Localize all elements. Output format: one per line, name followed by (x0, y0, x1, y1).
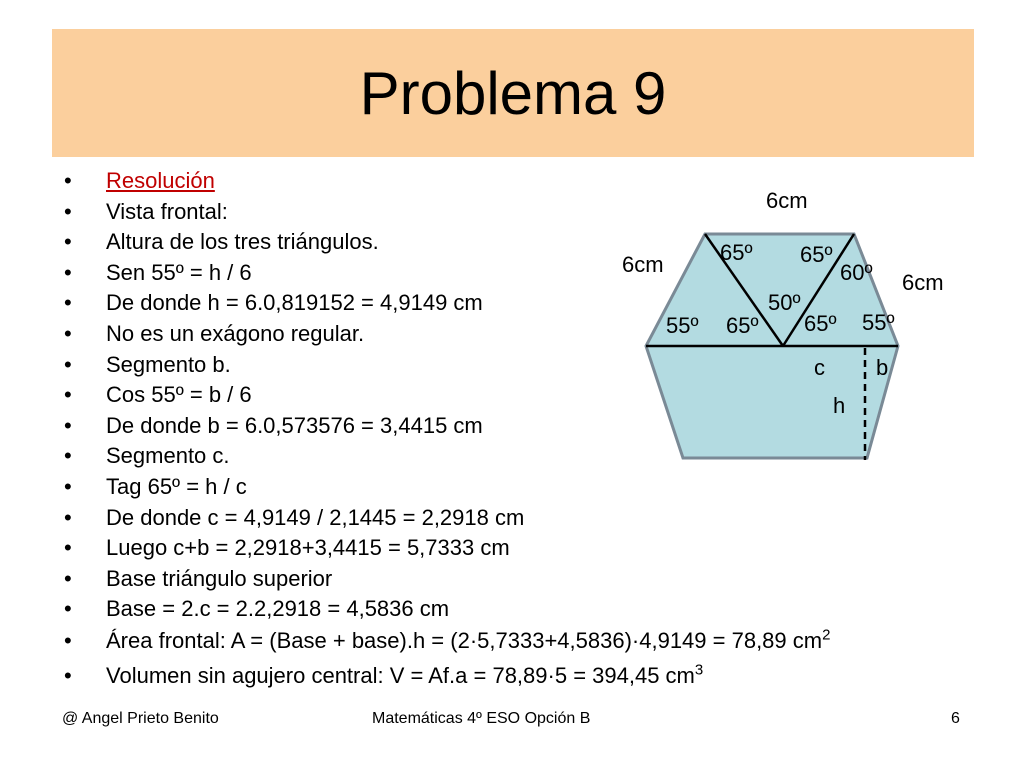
label-angle-bottom-right: 55º (862, 310, 895, 335)
bullet-item: • Base = 2.c = 2.2,2918 = 4,5836 cm (58, 594, 948, 625)
bullet-resolucion: • Resolución (58, 166, 948, 197)
label-segment-b: b (876, 355, 889, 380)
bullet-item: • Vista frontal: (58, 197, 948, 228)
bullet-item: • Cos 55º = b / 6 (58, 380, 948, 411)
label-angle-top-left: 65º (720, 240, 753, 265)
bullet-item: • No es un exágono regular. (58, 319, 948, 350)
label-right-side: 6cm (902, 270, 944, 295)
volume-text: Volumen sin agujero central: V = Af.a = 78,89·5 = 394,45 cm (106, 662, 695, 688)
label-angle-top-right: 60º (840, 260, 873, 285)
bullet-item: • De donde h = 6.0,819152 = 4,9149 cm (58, 288, 948, 319)
label-angle-center: 50º (768, 290, 801, 315)
label-angle-bottom-left: 55º (666, 313, 699, 338)
label-angle-bottom-lmid: 65º (726, 313, 759, 338)
bullet-item: • Tag 65º = h / c (58, 472, 948, 503)
bullet-item: • Segmento c. (58, 441, 948, 472)
slide-title: Problema 9 (359, 59, 667, 127)
bullet-item: • Luego c+b = 2,2918+3,4415 = 5,7333 cm (58, 533, 948, 564)
hexagon-diagram (600, 180, 944, 480)
label-angle-bottom-rmid: 65º (804, 311, 837, 336)
bullet-item: • Sen 55º = h / 6 (58, 258, 948, 289)
bullet-item: • Base triángulo superior (58, 564, 948, 595)
bullet-volume (58, 661, 948, 692)
bullet-item: • Altura de los tres triángulos. (58, 227, 948, 258)
bullet-item: • Segmento b. (58, 350, 948, 381)
label-top-side: 6cm (766, 188, 808, 213)
label-left-side: 6cm (622, 252, 664, 277)
area-text: Área frontal: A = (Base + base).h = (2·5,7333+4,5836)·4,9149 = 78,89 cm (106, 627, 823, 653)
footer-author: @ Angel Prieto Benito (62, 710, 219, 727)
label-angle-top-mid: 65º (800, 242, 833, 267)
footer-page-number: 6 (951, 710, 960, 727)
title-bar (52, 29, 974, 157)
bullet-item: • De donde b = 6.0,573576 = 3,4415 cm (58, 411, 948, 442)
bullet-item: • De donde c = 4,9149 / 2,1445 = 2,2918 cm (58, 503, 948, 534)
bullet-area-frontal (58, 626, 926, 653)
label-segment-h: h (833, 393, 846, 418)
volume-exponent: 3 (694, 661, 704, 679)
label-segment-c: c (814, 355, 825, 380)
area-exponent: 2 (822, 626, 831, 644)
footer-course: Matemáticas 4º ESO Opción B (372, 710, 591, 727)
